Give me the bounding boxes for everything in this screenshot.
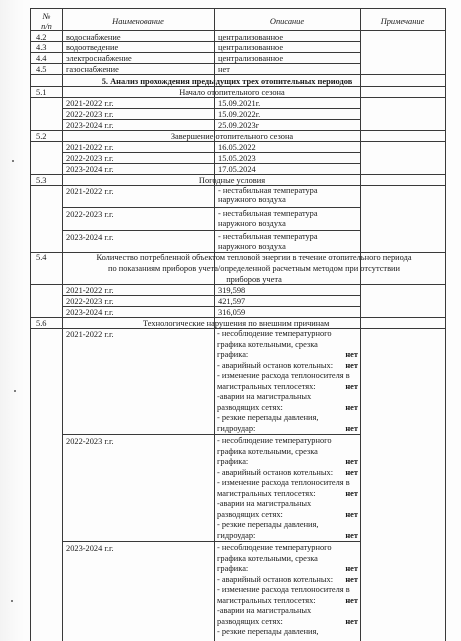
violation-line: магистральных теплосетях: xyxy=(217,488,316,498)
period: 2022-2023 г.г. xyxy=(66,437,114,446)
consumption-value: 319,598 xyxy=(218,286,246,295)
violation-line: - несоблюдение температурного xyxy=(217,436,332,445)
violation-line: - резкие перепады давления, xyxy=(217,413,319,422)
violation-line: разводящих сетях: xyxy=(217,509,283,519)
period: 2021-2022 г.г. xyxy=(66,143,114,152)
period: 2021-2022 г.г. xyxy=(66,330,114,339)
violation-line: - изменение расхода теплоносителя в xyxy=(217,371,350,380)
consumption-value: 316,059 xyxy=(218,308,246,317)
violation-line: - резкие перепады давления, xyxy=(217,627,319,636)
date-value: 16.05.2022 xyxy=(218,143,256,152)
violation-answer: нет xyxy=(345,350,358,359)
table-rule xyxy=(62,207,360,208)
table-border-right xyxy=(445,8,446,641)
violation-answer: нет xyxy=(345,616,358,626)
weather-line: - нестабильная температура xyxy=(218,186,318,195)
row-value: централизованное xyxy=(218,33,284,42)
table-column-divider xyxy=(360,8,361,641)
violation-line: разводящих сетях: xyxy=(217,616,283,626)
row-number: 4.3 xyxy=(36,43,47,52)
violation-line: графика: xyxy=(217,457,249,466)
period: 2022-2023 г.г. xyxy=(66,297,114,306)
table-column-divider xyxy=(62,8,63,641)
subsection-title: приборов учета xyxy=(226,275,282,284)
violation-line: графика котельными, срезка xyxy=(217,553,318,563)
violation-answer: нет xyxy=(345,457,358,466)
weather-line: - нестабильная температура xyxy=(218,232,318,241)
table-rule xyxy=(62,541,360,542)
subsection-title: по показаниям приборов учета/определенной расчетным методом при отсутствии xyxy=(107,264,400,273)
header-description: Описание xyxy=(269,17,305,26)
section-title: 5. Анализ прохождения предыдущих трех отопительных периодов xyxy=(101,77,353,86)
weather-line: наружного воздуха xyxy=(218,242,286,251)
section-number: 5.2 xyxy=(36,132,47,141)
subsection-title: Завершение отопительного сезона xyxy=(170,132,294,141)
violation-answer: нет xyxy=(345,467,358,477)
subsection-title: Технологические нарушения по внешним причинам xyxy=(143,319,330,328)
violation-answer: нет xyxy=(345,595,358,605)
violation-answer: нет xyxy=(345,509,358,519)
violation-line: магистральных теплосетях: xyxy=(217,595,316,605)
period: 2021-2022 г.г. xyxy=(66,187,114,196)
violation-answer: нет xyxy=(345,574,358,584)
period: 2023-2024 г.г. xyxy=(66,165,114,174)
violation-line: - аварийный останов котельных: xyxy=(217,360,334,370)
row-value: централизованное xyxy=(218,54,284,63)
violation-answer: нет xyxy=(345,402,358,412)
period: 2021-2022 г.г. xyxy=(66,286,114,295)
row-number: 4.2 xyxy=(36,33,47,42)
violation-answer: нет xyxy=(345,530,358,540)
violation-line: -аварии на магистральных xyxy=(217,499,312,508)
section-number: 5.6 xyxy=(36,319,47,328)
scan-shadow xyxy=(0,0,24,641)
header-name: Наименование xyxy=(112,17,164,26)
consumption-value: 421,597 xyxy=(218,297,246,306)
violation-line: графика: xyxy=(217,564,249,573)
header-number: № п/п xyxy=(41,12,52,31)
violation-line: графика: xyxy=(217,350,249,359)
violation-line: - аварийный останов котельных: xyxy=(217,574,334,584)
violation-answer: нет xyxy=(345,381,358,391)
violation-line: - несоблюдение температурного xyxy=(217,543,332,552)
violation-answer: нет xyxy=(345,564,358,573)
violation-line: графика котельными, срезка xyxy=(217,339,318,349)
subsection-title: Количество потребленной объектом тепловой энергии в течение отопительного периода xyxy=(96,253,412,262)
period: 2022-2023 г.г. xyxy=(66,154,114,163)
section-number: 5.4 xyxy=(36,253,47,262)
weather-line: наружного воздуха xyxy=(218,195,286,204)
violation-line: графика котельными, срезка xyxy=(217,446,318,456)
violation-line: разводящих сетях: xyxy=(217,402,283,412)
violation-line: гидроудар: xyxy=(217,423,256,433)
table-border-left xyxy=(30,8,31,641)
row-name: электроснабжение xyxy=(66,54,132,63)
period: 2022-2023 г.г. xyxy=(66,110,114,119)
violation-line: - несоблюдение температурного xyxy=(217,329,332,338)
scan-speck xyxy=(11,600,13,602)
subsection-title: Погодные условия xyxy=(198,176,266,185)
table-rule xyxy=(62,230,360,231)
period: 2023-2024 г.г. xyxy=(66,233,114,242)
date-value: 17.05.2024 xyxy=(218,165,256,174)
row-name: газоснабжение xyxy=(66,65,119,74)
table-rule xyxy=(62,434,360,435)
section-number: 5.1 xyxy=(36,88,47,97)
row-name: водоотведение xyxy=(66,43,119,52)
violation-line: - изменение расхода теплоносителя в xyxy=(217,478,350,487)
date-value: 25.09.2023г xyxy=(218,121,260,130)
scan-speck xyxy=(14,390,16,392)
violation-line: - аварийный останов котельных: xyxy=(217,467,334,477)
weather-line: наружного воздуха xyxy=(218,219,286,228)
period: 2022-2023 г.г. xyxy=(66,210,114,219)
date-value: 15.09.2021г. xyxy=(218,99,261,108)
header-note: Примечание xyxy=(380,17,425,26)
violation-answer: нет xyxy=(345,488,358,498)
period: 2023-2024 г.г. xyxy=(66,308,114,317)
table-rule xyxy=(30,30,445,31)
violation-line: магистральных теплосетях: xyxy=(217,381,316,391)
table-rule xyxy=(30,8,445,9)
row-number: 4.4 xyxy=(36,54,47,63)
violation-answer: нет xyxy=(345,360,358,370)
date-value: 15.05.2023 xyxy=(218,154,256,163)
period: 2023-2024 г.г. xyxy=(66,121,114,130)
weather-line: - нестабильная температура xyxy=(218,209,318,218)
violation-line: - резкие перепады давления, xyxy=(217,520,319,529)
violation-line: -аварии на магистральных xyxy=(217,606,312,615)
violation-line: - изменение расхода теплоносителя в xyxy=(217,585,350,594)
period: 2023-2024 г.г. xyxy=(66,544,114,553)
scan-speck xyxy=(12,160,14,162)
section-number: 5.3 xyxy=(36,176,47,185)
violation-line: гидроудар: xyxy=(217,530,256,540)
row-name: водоснабжение xyxy=(66,33,121,42)
violation-answer: нет xyxy=(345,423,358,433)
row-value: централизованное xyxy=(218,43,284,52)
row-number: 4.5 xyxy=(36,65,47,74)
row-value: нет xyxy=(218,65,230,74)
subsection-title: Начало отопительного сезона xyxy=(179,88,285,97)
period: 2021-2022 г.г. xyxy=(66,99,114,108)
date-value: 15.09.2022г. xyxy=(218,110,261,119)
violation-line: -аварии на магистральных xyxy=(217,392,312,401)
